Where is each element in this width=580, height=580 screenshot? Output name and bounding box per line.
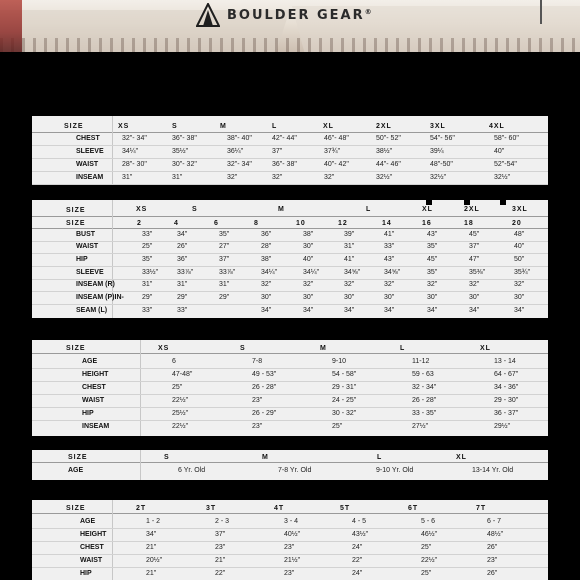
table-cell: 30" — [303, 294, 314, 301]
table-cell: 33⅞" — [177, 269, 194, 276]
table-cell: 30"- 32" — [172, 161, 197, 168]
table-cell: 4 - 5 — [352, 518, 367, 525]
table-cell: 29" — [142, 294, 153, 301]
table-cell: 25" — [421, 570, 432, 577]
row-label: HIP — [80, 570, 92, 577]
table-cell: 22½" — [172, 397, 189, 404]
table-cell: 25" — [332, 423, 343, 430]
size-header: XS — [136, 206, 148, 213]
table-cell: 6 — [172, 358, 176, 365]
size-header: L — [400, 345, 406, 352]
tab-marker — [464, 200, 470, 205]
table-cell: 32½" — [376, 174, 393, 181]
table-cell: 38½" — [376, 148, 393, 155]
table-cell: 26 - 28" — [252, 384, 277, 391]
table-cell: 33⅞" — [219, 269, 236, 276]
header-banner — [0, 0, 580, 52]
number-header: 4 — [174, 220, 179, 227]
table-cell: 27" — [219, 243, 230, 250]
table-cell: 43" — [384, 256, 395, 263]
table-cell: 23" — [487, 557, 498, 564]
table-cell: 22" — [215, 570, 226, 577]
table-cell: 33½" — [142, 269, 159, 276]
table-cell: 32"- 34" — [227, 161, 252, 168]
row-divider — [32, 304, 548, 305]
size-header: L — [272, 123, 278, 130]
table-cell: 21" — [146, 570, 157, 577]
row-label: WAIST — [76, 161, 99, 168]
table-cell: 40" — [303, 256, 314, 263]
row-label: BUST — [76, 231, 96, 238]
table-cell: 9-10 Yr. Old — [376, 467, 414, 474]
row-label: WAIST — [76, 243, 99, 250]
brand-registered-mark: ® — [364, 7, 374, 16]
row-divider — [32, 394, 548, 395]
size-header: M — [320, 345, 327, 352]
table-cell: 64 - 67" — [494, 371, 519, 378]
table-cell: 30" — [303, 243, 314, 250]
row-divider — [32, 541, 548, 542]
table-cell: 31" — [122, 174, 133, 181]
table-cell: 33" — [142, 231, 153, 238]
column-divider — [112, 500, 113, 580]
row-divider — [32, 253, 548, 254]
table-cell: 26 - 28" — [412, 397, 437, 404]
row-label: INSEAM (P)IN- — [76, 294, 124, 301]
table-cell: 34¼" — [122, 148, 139, 155]
table-cell: 13 - 14 — [494, 358, 516, 365]
table-cell: 32" — [227, 174, 238, 181]
table-cell: 47" — [469, 256, 480, 263]
table-cell: 25" — [172, 384, 183, 391]
table-cell: 40½" — [284, 531, 301, 538]
table-cell: 33" — [142, 307, 153, 314]
table-cell: 32" — [427, 281, 438, 288]
table-cell: 48"-50" — [430, 161, 453, 168]
table-cell: 39" — [344, 231, 355, 238]
size-header: XL — [456, 454, 467, 461]
row-divider — [32, 420, 548, 421]
table-cell: 35" — [142, 256, 153, 263]
table-cell: 58"- 60" — [494, 135, 519, 142]
size-header: S — [164, 454, 170, 461]
table-cell: 45" — [427, 256, 438, 263]
row-label: HEIGHT — [82, 371, 109, 378]
table-cell: 23" — [284, 570, 295, 577]
table-cell: 36¼" — [227, 148, 244, 155]
table-cell: 28" — [261, 243, 272, 250]
table-cell: 1 - 2 — [146, 518, 161, 525]
row-divider — [32, 228, 548, 229]
table-cell: 37" — [469, 243, 480, 250]
row-label: WAIST — [80, 557, 103, 564]
table-cell: 32 - 34" — [412, 384, 437, 391]
table-cell: 29 - 30" — [494, 397, 519, 404]
table-cell: 36" — [177, 256, 188, 263]
youth-size-table — [32, 340, 548, 436]
table-cell: 20½" — [146, 557, 163, 564]
table-cell: 9-10 — [332, 358, 347, 365]
table-cell: 30" — [469, 294, 480, 301]
number-header: 2 — [137, 220, 142, 227]
size-header: 4XL — [489, 123, 505, 130]
row-label: AGE — [82, 358, 98, 365]
table-cell: 34" — [303, 307, 314, 314]
row-label: SLEEVE — [76, 148, 104, 155]
table-cell: 37" — [272, 148, 283, 155]
size-header: 3T — [206, 505, 217, 512]
size-header: 6T — [408, 505, 419, 512]
table-cell: 32" — [303, 281, 314, 288]
table-cell: 34" — [344, 307, 355, 314]
table-cell: 21" — [215, 557, 226, 564]
table-cell: 7-8 — [252, 358, 263, 365]
table-cell: 52"-54" — [494, 161, 517, 168]
number-header: 16 — [422, 220, 432, 227]
row-label: SLEEVE — [76, 269, 104, 276]
table-cell: 24 - 25" — [332, 397, 357, 404]
table-cell: 42"- 44" — [272, 135, 297, 142]
table-cell: 34 - 36" — [494, 384, 519, 391]
table-cell: 48" — [514, 231, 525, 238]
size-header: S — [172, 123, 178, 130]
table-cell: 34¼" — [303, 269, 320, 276]
table-cell: 59 - 63 — [412, 371, 434, 378]
table-cell: 31" — [172, 174, 183, 181]
table-cell: 35" — [219, 231, 230, 238]
table-cell: 22" — [352, 557, 363, 564]
size-header: 5T — [340, 505, 351, 512]
size-header: 3XL — [430, 123, 446, 130]
tab-marker — [426, 200, 432, 205]
table-cell: 25" — [421, 544, 432, 551]
number-header: 18 — [464, 220, 474, 227]
toddler-size-table — [32, 500, 548, 580]
size-header: 7T — [476, 505, 487, 512]
size-header: XL — [422, 206, 433, 213]
column-divider — [140, 450, 141, 480]
table-cell: 43" — [427, 231, 438, 238]
table-cell: 32½" — [430, 174, 447, 181]
table-cell: 31" — [177, 281, 188, 288]
row-label: CHEST — [82, 384, 106, 391]
size-label: SIZE — [66, 505, 86, 512]
table-cell: 28"- 30" — [122, 161, 147, 168]
table-cell: 2 - 3 — [215, 518, 230, 525]
table-cell: 49 - 53" — [252, 371, 277, 378]
number-header: 8 — [254, 220, 259, 227]
table-cell: 29 - 31" — [332, 384, 357, 391]
table-cell: 32" — [469, 281, 480, 288]
table-cell: 37" — [219, 256, 230, 263]
size-header: 2XL — [464, 206, 480, 213]
table-cell: 33 - 35" — [412, 410, 437, 417]
row-label: AGE — [80, 518, 96, 525]
row-label: HIP — [82, 410, 94, 417]
table-cell: 30" — [514, 294, 525, 301]
table-cell: 11-12 — [412, 358, 430, 365]
table-cell: 26 - 29" — [252, 410, 277, 417]
table-cell: 36" — [261, 231, 272, 238]
row-divider — [32, 462, 548, 463]
table-cell: 32" — [514, 281, 525, 288]
table-cell: 47-48" — [172, 371, 193, 378]
row-label: WAIST — [82, 397, 105, 404]
table-cell: 36 - 37" — [494, 410, 519, 417]
table-cell: 29½" — [494, 423, 511, 430]
table-cell: 50" — [514, 256, 525, 263]
table-cell: 23" — [252, 397, 263, 404]
table-cell: 38" — [303, 231, 314, 238]
size-header: M — [220, 123, 227, 130]
table-cell: 32" — [261, 281, 272, 288]
table-cell: 24" — [352, 544, 363, 551]
mountain-logo-icon — [196, 3, 220, 27]
brand-text: BOULDER GEAR — [227, 7, 365, 23]
lift-pole — [540, 0, 542, 24]
size-label: SIZE — [66, 220, 86, 227]
size-label: SIZE — [66, 345, 86, 352]
row-divider — [32, 554, 548, 555]
table-cell: 31" — [219, 281, 230, 288]
tab-marker — [500, 200, 506, 205]
table-cell: 34" — [384, 307, 395, 314]
table-cell: 37" — [215, 531, 226, 538]
table-cell: 25½" — [172, 410, 189, 417]
column-divider — [112, 116, 113, 184]
size-header: L — [377, 454, 383, 461]
size-label: SIZE — [66, 207, 86, 214]
size-header: M — [278, 206, 285, 213]
row-divider — [32, 266, 548, 267]
table-cell: 36"- 38" — [172, 135, 197, 142]
table-cell: 34⅝" — [344, 269, 361, 276]
row-label: INSEAM (R) — [76, 281, 115, 288]
table-cell: 26" — [177, 243, 188, 250]
table-cell: 6 Yr. Old — [178, 467, 206, 474]
row-divider — [32, 381, 548, 382]
table-cell: 54"- 56" — [430, 135, 455, 142]
youth-age-table — [32, 450, 548, 480]
table-cell: 6 - 7 — [487, 518, 502, 525]
row-divider — [32, 216, 548, 217]
size-label: SIZE — [64, 123, 84, 130]
table-cell: 32"- 34" — [122, 135, 147, 142]
table-cell: 48½" — [487, 531, 504, 538]
size-header: 4T — [274, 505, 285, 512]
table-cell: 38"- 40" — [227, 135, 252, 142]
size-header: 3XL — [512, 206, 528, 213]
row-label: CHEST — [80, 544, 104, 551]
table-cell: 40"- 42" — [324, 161, 349, 168]
table-cell: 35½" — [172, 148, 189, 155]
row-divider — [32, 528, 548, 529]
table-cell: 32" — [384, 281, 395, 288]
table-cell: 34¼" — [261, 269, 278, 276]
table-cell: 34" — [177, 231, 188, 238]
table-cell: 34⅝" — [384, 269, 401, 276]
number-header: 12 — [338, 220, 348, 227]
tree-left — [0, 0, 22, 52]
table-cell: 40" — [494, 148, 505, 155]
row-divider — [32, 158, 548, 159]
row-label: INSEAM — [82, 423, 110, 430]
table-cell: 38" — [261, 256, 272, 263]
table-cell: 39¼ — [430, 148, 444, 155]
row-label: CHEST — [76, 135, 100, 142]
table-cell: 32" — [324, 174, 335, 181]
table-cell: 36"- 38" — [272, 161, 297, 168]
row-divider — [32, 184, 548, 185]
row-divider — [32, 513, 548, 514]
table-cell: 34" — [514, 307, 525, 314]
table-cell: 5 - 6 — [421, 518, 436, 525]
row-label: INSEAM — [76, 174, 104, 181]
number-header: 20 — [512, 220, 522, 227]
table-cell: 45" — [469, 231, 480, 238]
size-header: 2XL — [376, 123, 392, 130]
size-header: XL — [323, 123, 334, 130]
number-header: 10 — [296, 220, 306, 227]
table-cell: 40" — [514, 243, 525, 250]
column-divider — [140, 340, 141, 436]
table-cell: 22½" — [421, 557, 438, 564]
table-cell: 54 - 58" — [332, 371, 357, 378]
table-cell: 41" — [344, 256, 355, 263]
table-cell: 23" — [284, 544, 295, 551]
table-cell: 30" — [261, 294, 272, 301]
table-cell: 50"- 52" — [376, 135, 401, 142]
table-cell: 34" — [427, 307, 438, 314]
row-divider — [32, 407, 548, 408]
table-cell: 31" — [142, 281, 153, 288]
table-cell: 35¾" — [514, 269, 531, 276]
table-cell: 35" — [427, 243, 438, 250]
row-label: HIP — [76, 256, 88, 263]
mens-size-table — [32, 116, 548, 184]
table-cell: 21½" — [284, 557, 301, 564]
table-cell: 46"- 48" — [324, 135, 349, 142]
size-header: S — [240, 345, 246, 352]
size-header: L — [366, 206, 372, 213]
row-divider — [32, 353, 548, 354]
number-header: 14 — [382, 220, 392, 227]
row-divider — [32, 145, 548, 146]
table-cell: 43½" — [352, 531, 369, 538]
size-header: XS — [118, 123, 130, 130]
table-cell: 13-14 Yr. Old — [472, 467, 514, 474]
row-divider — [32, 368, 548, 369]
size-header: XL — [480, 345, 491, 352]
treeline — [0, 38, 580, 52]
table-cell: 3 - 4 — [284, 518, 299, 525]
table-cell: 46½" — [421, 531, 438, 538]
size-header: XS — [158, 345, 170, 352]
size-label: SIZE — [68, 454, 88, 461]
table-cell: 30" — [427, 294, 438, 301]
table-cell: 35" — [427, 269, 438, 276]
table-cell: 22½" — [172, 423, 189, 430]
size-header: M — [262, 454, 269, 461]
table-cell: 27½" — [412, 423, 429, 430]
row-divider — [32, 132, 548, 133]
table-cell: 34" — [261, 307, 272, 314]
table-cell: 29" — [177, 294, 188, 301]
row-label: SEAM (L) — [76, 307, 108, 314]
table-cell: 24" — [352, 570, 363, 577]
table-cell: 32" — [272, 174, 283, 181]
row-divider — [32, 567, 548, 568]
brand-logo — [196, 2, 374, 28]
table-cell: 30" — [384, 294, 395, 301]
table-cell: 44"- 46" — [376, 161, 401, 168]
table-cell: 33" — [384, 243, 395, 250]
table-cell: 23" — [215, 544, 226, 551]
table-cell: 31" — [344, 243, 355, 250]
table-cell: 32" — [344, 281, 355, 288]
table-cell: 30 - 32" — [332, 410, 357, 417]
size-header: S — [192, 206, 198, 213]
womens-size-table — [32, 200, 548, 318]
table-cell: 34" — [146, 531, 157, 538]
table-cell: 26" — [487, 544, 498, 551]
table-cell: 23" — [252, 423, 263, 430]
table-cell: 25" — [142, 243, 153, 250]
table-cell: 32½" — [494, 174, 511, 181]
table-cell: 35⅜" — [469, 269, 486, 276]
table-cell: 26" — [487, 570, 498, 577]
table-cell: 7-8 Yr. Old — [278, 467, 312, 474]
table-cell: 33" — [177, 307, 188, 314]
row-label: HEIGHT — [80, 531, 107, 538]
table-cell: 29" — [219, 294, 230, 301]
size-header: 2T — [136, 505, 147, 512]
brand-name — [227, 8, 374, 23]
table-cell: 21" — [146, 544, 157, 551]
table-cell: 30" — [344, 294, 355, 301]
row-divider — [32, 291, 548, 292]
table-cell: 34" — [469, 307, 480, 314]
row-divider — [32, 171, 548, 172]
table-cell: 41" — [384, 231, 395, 238]
number-header: 6 — [214, 220, 219, 227]
table-cell: 37¾" — [324, 148, 341, 155]
row-label: AGE — [68, 467, 84, 474]
